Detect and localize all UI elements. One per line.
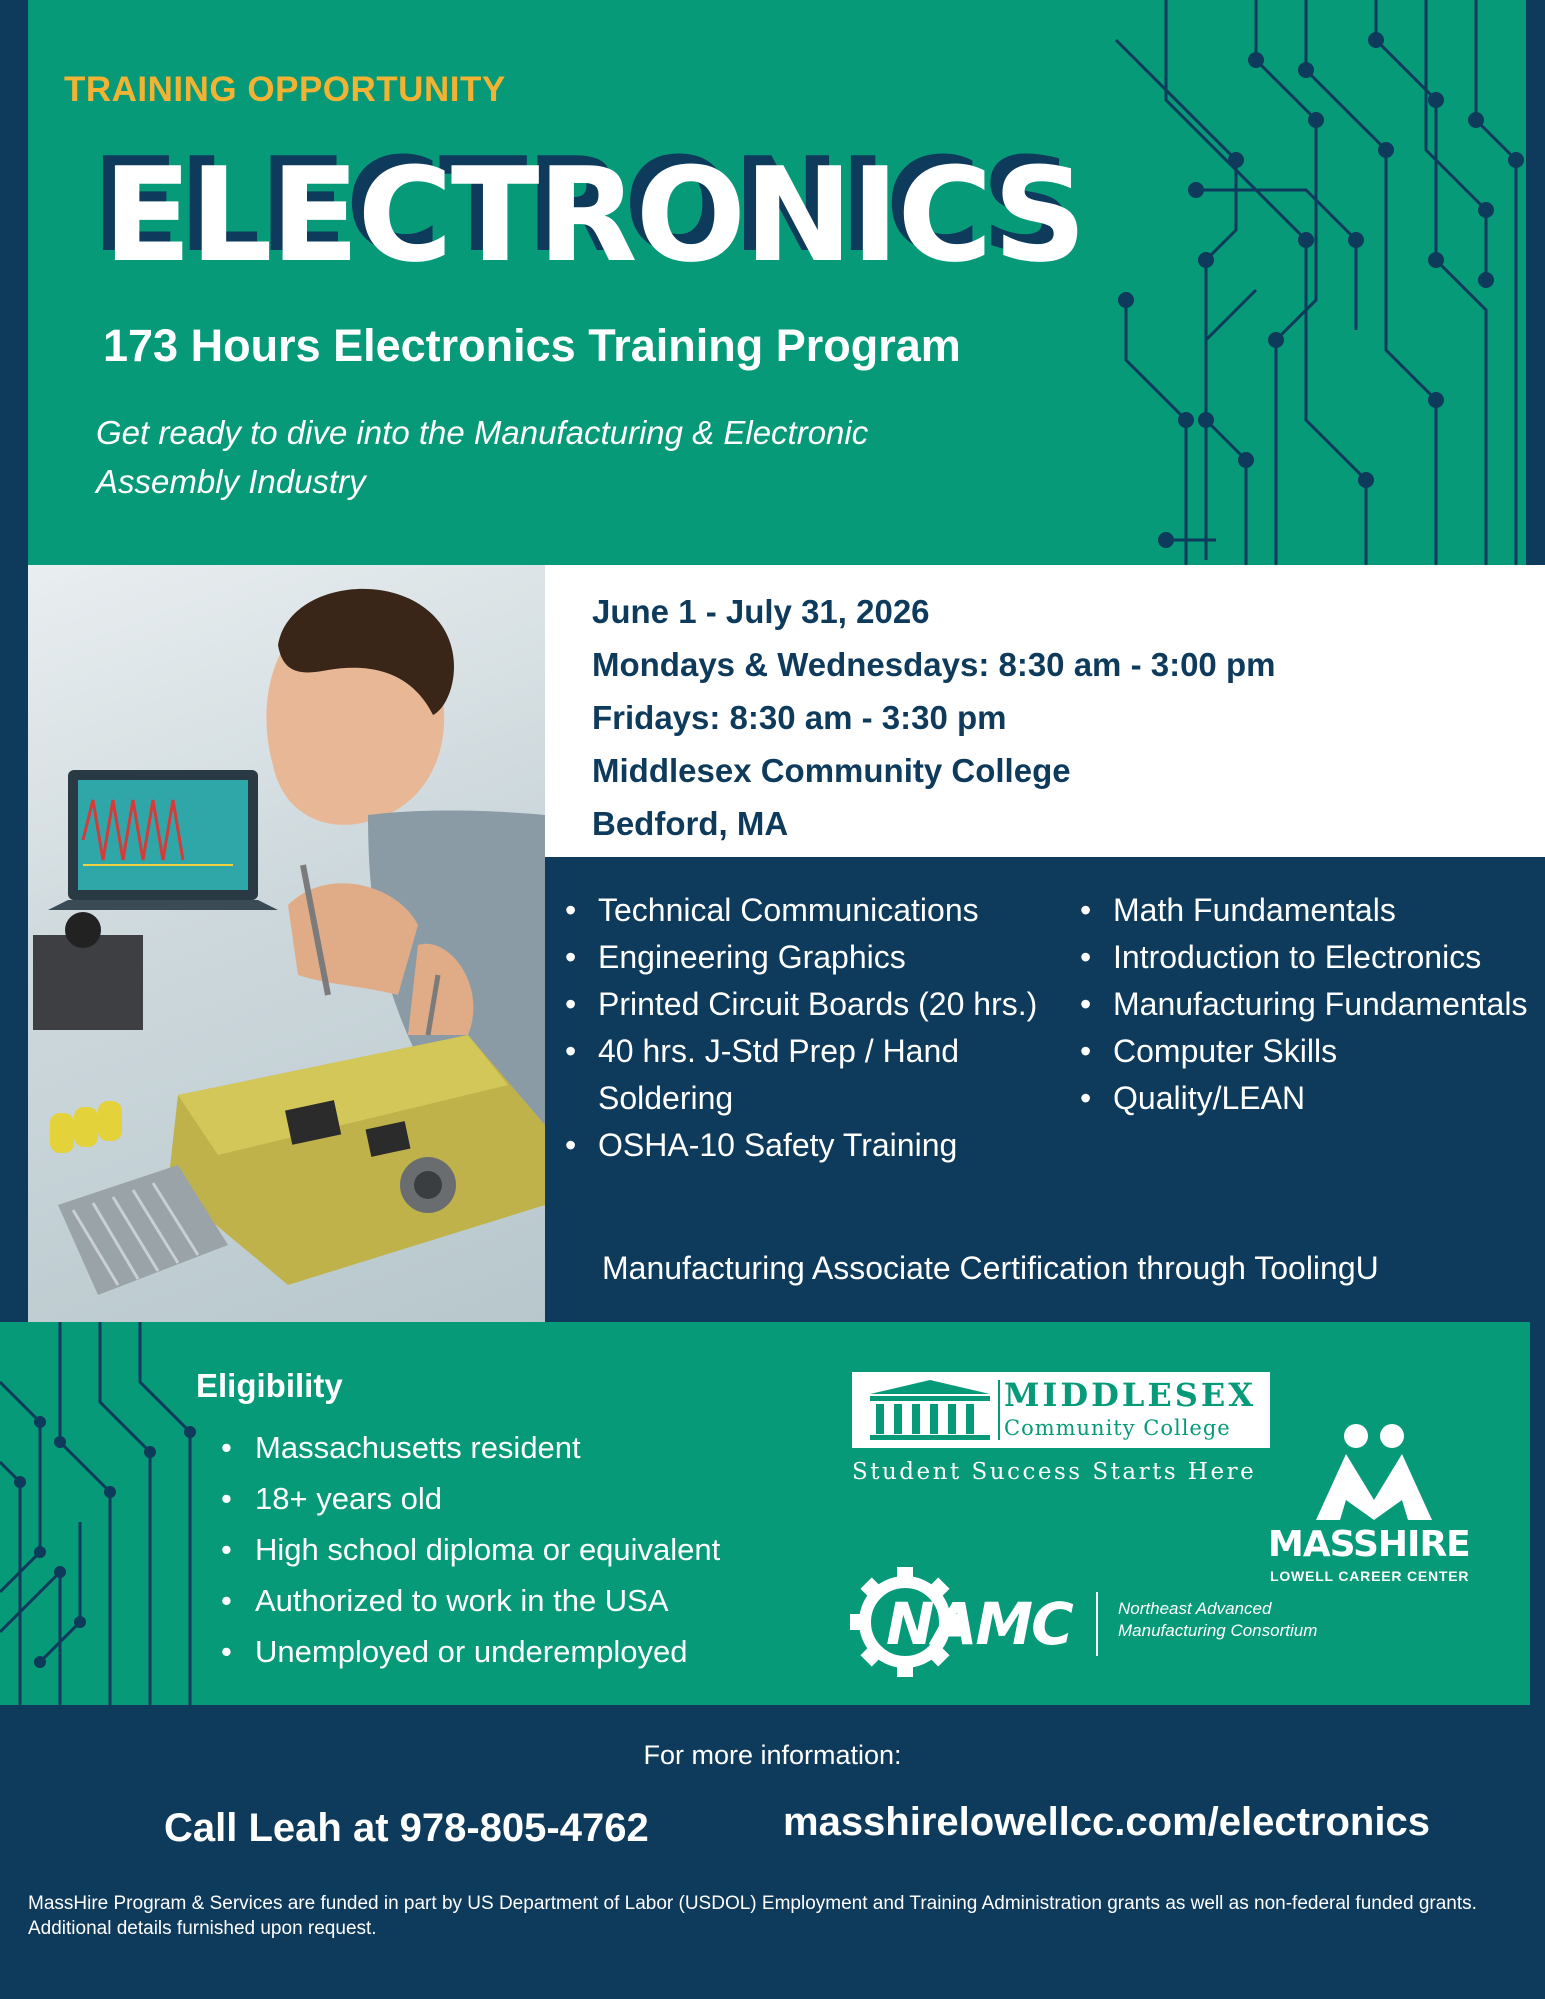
hero-banner <box>28 0 1526 565</box>
weekday-hours: Mondays & Wednesdays: 8:30 am - 3:00 pm <box>592 646 1276 683</box>
course-list-left <box>565 887 1045 1169</box>
middlesex-name: MIDDLESEX <box>1004 1376 1257 1414</box>
masshire-name: MASSHIRE <box>1268 1524 1470 1565</box>
list-item: • Introduction to Electronics <box>1080 934 1540 981</box>
list-item: • Technical Communications <box>565 887 1045 934</box>
circuit-pattern-top-right <box>1106 0 1526 565</box>
program-dates: June 1 - July 31, 2026 <box>592 593 930 630</box>
schedule-panel <box>545 565 1545 857</box>
list-item: • Printed Circuit Boards (20 hrs.) <box>565 981 1045 1028</box>
list-item: • High school diploma or equivalent <box>215 1524 720 1575</box>
namc-divider <box>1096 1592 1098 1656</box>
contact-website-link[interactable]: masshirelowellcc.com/electronics <box>783 1800 1430 1844</box>
friday-hours: Fridays: 8:30 am - 3:30 pm <box>592 699 1007 736</box>
more-info-label: For more information: <box>643 1740 902 1770</box>
namc-description <box>1118 1598 1317 1642</box>
program-location: Bedford, MA <box>592 805 789 842</box>
middlesex-logo <box>852 1372 1270 1448</box>
list-item: • 40 hrs. J-Std Prep / Hand Soldering <box>565 1028 1045 1122</box>
contact-phone[interactable]: Call Leah at 978-805-4762 <box>164 1806 649 1850</box>
list-item: • OSHA-10 Safety Training <box>565 1122 1045 1169</box>
list-item: • Unemployed or underemployed <box>215 1626 720 1677</box>
list-item: • Authorized to work in the USA <box>215 1575 720 1626</box>
eligibility-list <box>215 1422 720 1677</box>
page-title: ELECTRONICS <box>103 139 1085 291</box>
middlesex-tagline: Student Success Starts Here <box>852 1459 1257 1485</box>
eligibility-title: Eligibility <box>196 1367 343 1404</box>
circuit-pattern-bottom-left <box>0 1322 200 1705</box>
middlesex-subname: Community College <box>1004 1416 1231 1440</box>
list-item: • 18+ years old <box>215 1473 720 1524</box>
courses-panel <box>545 857 1545 1328</box>
list-item: • Math Fundamentals <box>1080 887 1540 934</box>
technician-illustration <box>28 565 545 1328</box>
program-subtitle: 173 Hours Electronics Training Program <box>103 320 961 371</box>
eligibility-panel <box>0 1322 1530 1705</box>
namc-desc-line2: Manufacturing Consortium <box>1118 1621 1318 1640</box>
college-name: Middlesex Community College <box>592 752 1071 789</box>
training-kicker: TRAINING OPPORTUNITY <box>64 70 506 109</box>
list-item: • Quality/LEAN <box>1080 1075 1540 1122</box>
namc-desc-line1: Northeast Advanced <box>1118 1599 1272 1618</box>
program-tagline: Get ready to dive into the Manufacturing & Electronic Assembly Industry <box>96 414 869 500</box>
funding-disclaimer: MassHire Program & Services are funded in part by US Department of Labor (USDOL) Employment and Training Administration grants as well as non-federal funded grants. Additional details furnished upon request. <box>28 1893 1477 1939</box>
college-building-icon <box>860 1372 1000 1448</box>
list-item: • Computer Skills <box>1080 1028 1540 1075</box>
technician-soldering-photo <box>28 565 545 1328</box>
masshire-subname: LOWELL CAREER CENTER <box>1270 1568 1470 1584</box>
list-item: • Manufacturing Fundamentals <box>1080 981 1540 1028</box>
list-item: • Engineering Graphics <box>565 934 1045 981</box>
list-item: • Massachusetts resident <box>215 1422 720 1473</box>
masshire-people-icon <box>1316 1422 1432 1522</box>
course-list-right <box>1080 887 1540 1122</box>
namc-name: NAMC <box>886 1590 1072 1658</box>
certification-note: Manufacturing Associate Certification through ToolingU <box>602 1250 1379 1286</box>
